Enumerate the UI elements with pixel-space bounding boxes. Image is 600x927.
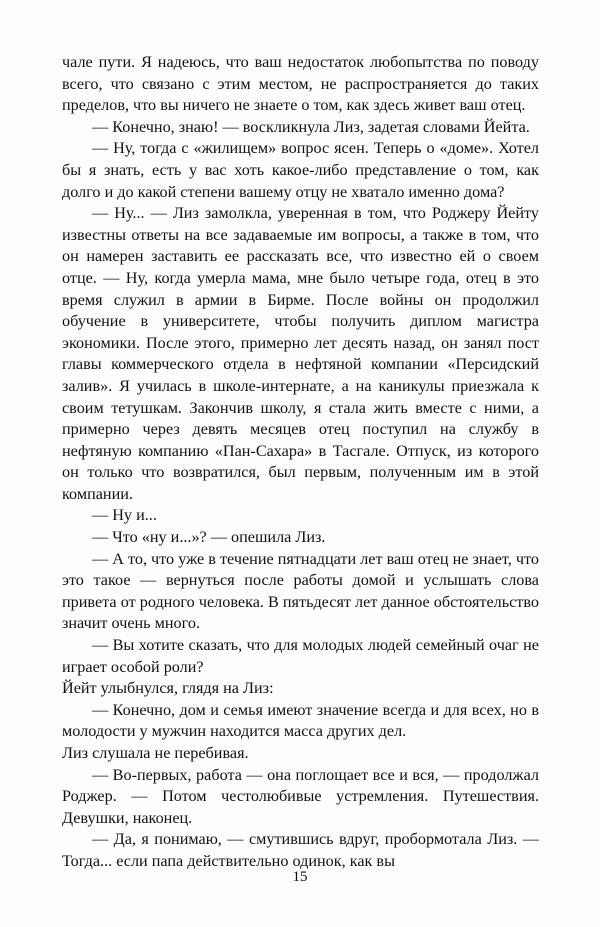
paragraph: чале пути. Я надеюсь, что ваш недостаток любопытства по поводу всего, что связано с этим местом, не распространяется до таких пределов, что вы ничего не знаете о том, как здесь живет ваш отец. <box>62 53 539 115</box>
paragraph: — Конечно, дом и семья имеют значение всегда и для всех, но в молодости у мужчин находится масса других дел. <box>62 700 539 741</box>
paragraph: — Да, я понимаю, — смутившись вдруг, пробормотала Лиз. — Тогда... если папа действительно одинок, как вы <box>62 830 539 870</box>
page-text-block <box>62 52 539 873</box>
paragraph: — Ну... — Лиз замолкла, уверенная в том, что Роджеру Йейту известны ответы на все задаваемые им вопросы, а также в том, что он намерен заставить ее рассказать все, что известно ей о своем отце. — Ну, когда умерла мама, мне было четыре года, отец в это время служил в армии в Бирме. После войны он продолжил обучение в университете, чтобы получить диплом магистра экономики. После этого, примерно лет десять назад, он занял пост главы коммерческого отдела в нефтяной компании «Персидский залив». Я училась в школе-интернате, а на каникулы приезжала к своим тетушкам. Закончив школу, я стала жить вместе с ними, а примерно через девять месяцев отец поступил на службу в нефтяную компанию «Пан-Сахара» в Тасгале. Отпуск, из которого он только что возвратился, был первым, полученным им в этой компании. <box>62 204 539 503</box>
paragraph: — Вы хотите сказать, что для молодых людей семейный очаг не играет особой роли? <box>62 636 539 676</box>
paragraph: — Конечно, знаю! — воскликнула Лиз, задетая словами Йейта. <box>92 117 530 136</box>
paragraph: Йейт улыбнулся, глядя на Лиз: <box>62 679 274 698</box>
paragraph: — Ну и... <box>92 506 157 525</box>
paragraph: — Во-первых, работа — она поглощает все и вся, — продолжал Роджер. — Потом честолюбивые устремления. Путешествия. Девушки, наконец. <box>62 765 539 827</box>
paragraph: Лиз слушала не перебивая. <box>62 744 249 762</box>
paragraph: — А то, что уже в течение пятнадцати лет ваш отец не знает, что это такое — вернуться после работы домой и услышать слова привета от родного человека. В пятьдесят лет данное обстоятельство значит очень много. <box>62 549 539 633</box>
page-number: 15 <box>292 869 308 885</box>
paragraph: — Ну, тогда с «жилищем» вопрос ясен. Теперь о «доме». Хотел бы я знать, есть у вас хоть какое-либо представление о том, как долго и до какой степени вашему отцу не хватало именно дома? <box>62 139 539 201</box>
paragraph: — Что «ну и...»? — опешила Лиз. <box>92 528 326 547</box>
